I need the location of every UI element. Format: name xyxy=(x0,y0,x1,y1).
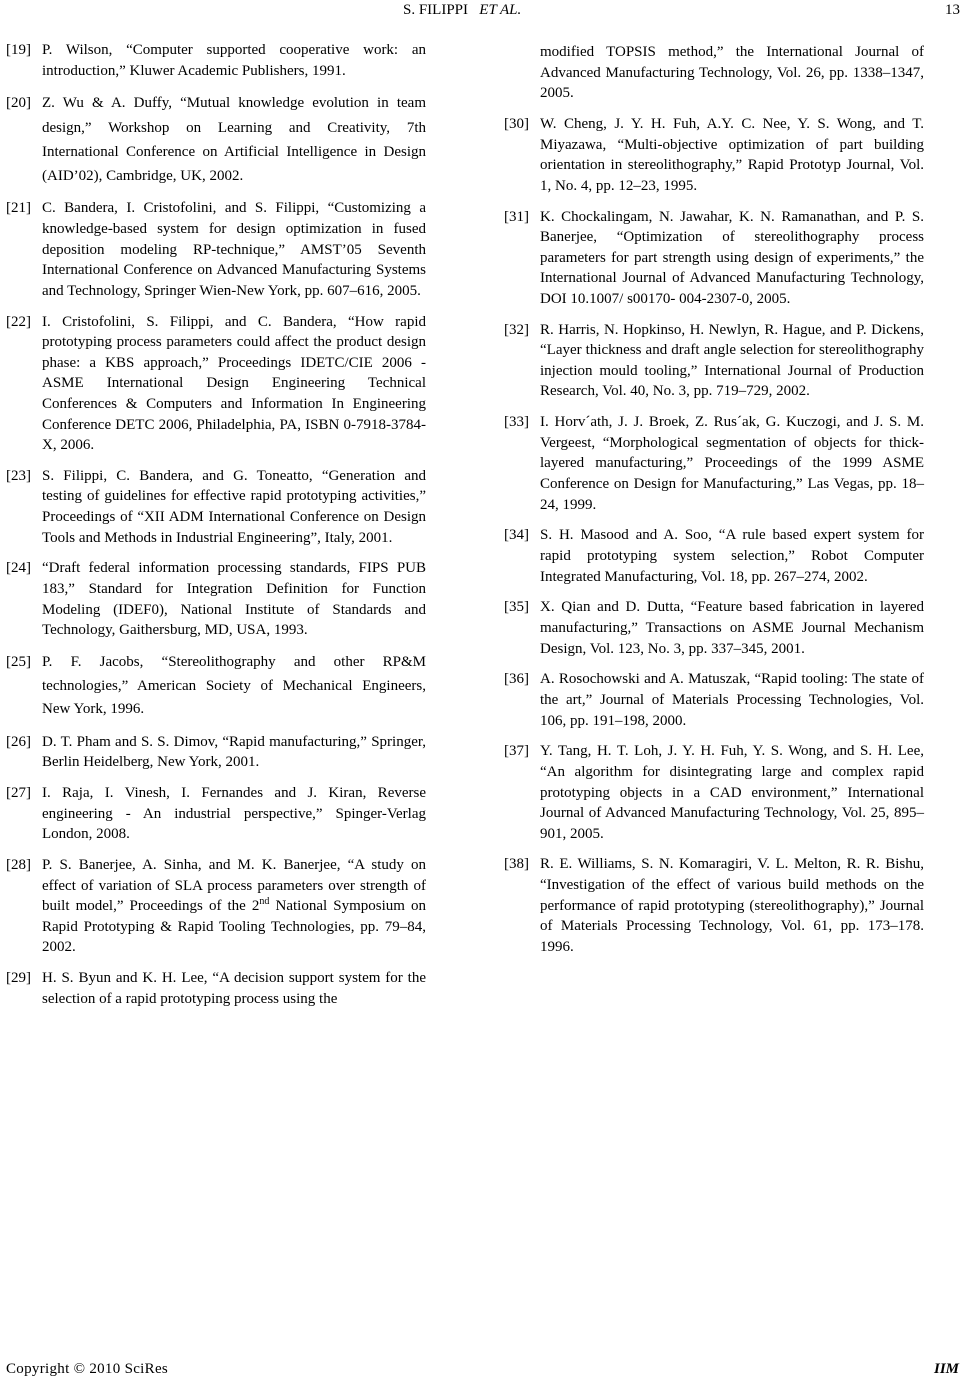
reference-entry xyxy=(504,114,924,196)
reference-text: H. S. Byun and K. H. Lee, “A decision support system for the selection of a rapid prototyping process using the xyxy=(42,970,426,1007)
reference-number: [34] xyxy=(504,527,529,544)
reference-text: D. T. Pham and S. S. Dimov, “Rapid manufacturing,” Springer, Berlin Heidelberg, New York, 2001. xyxy=(42,733,426,771)
reference-entry xyxy=(6,968,426,1009)
reference-entry xyxy=(504,42,924,104)
reference-entry xyxy=(6,855,426,958)
reference-number: [26] xyxy=(6,733,31,750)
reference-entry xyxy=(6,651,426,722)
reference-number: [19] xyxy=(6,42,31,58)
reference-text: Z. Wu & A. Duffy, “Mutual knowledge evolution in team design,” Workshop on Learning and Creativity, 7th International Conference on Artificial Intelligence in Design (AID’02), Cambridge, UK, 2002. xyxy=(42,95,426,184)
reference-entry xyxy=(6,40,426,81)
reference-number: [27] xyxy=(6,785,31,802)
reference-entry xyxy=(504,597,924,659)
copyright-notice: Copyright © 2010 SciRes xyxy=(6,1361,169,1377)
reference-number: [20] xyxy=(6,95,31,112)
reference-number: [29] xyxy=(6,970,31,987)
reference-entry xyxy=(504,207,924,310)
reference-number: [22] xyxy=(6,313,31,330)
reference-column-left xyxy=(6,40,426,1020)
reference-text: Y. Tang, H. T. Loh, J. Y. H. Fuh, Y. S. Wong, and S. H. Lee, “An algorithm for disintegrating large and complex rapid prototyping objects in a CAD environment,” International Journal of Advanced Manufacturing Technology, Vol. 25, 895–901, 2005. xyxy=(540,743,924,842)
reference-entry xyxy=(6,312,426,456)
reference-column-right xyxy=(504,42,924,968)
running-etal: ET AL. xyxy=(479,2,522,18)
reference-entry xyxy=(6,732,426,773)
reference-number: [30] xyxy=(504,115,529,132)
reference-entry xyxy=(504,412,924,515)
reference-number: [25] xyxy=(6,654,31,670)
reference-entry xyxy=(504,741,924,844)
reference-text: A. Rosochowski and A. Matuszak, “Rapid tooling: The state of the art,” Journal of Materials Processing Technologies, Vol. 106, pp. 191–198, 2000. xyxy=(540,671,924,729)
reference-text: R. Harris, N. Hopkinso, H. Newlyn, R. Hague, and P. Dickens, “Layer thickness and draft angle selection for stereolithography injection mould tooling,” International Journal of Production Research, Vol. 40, No. 3, pp. 719–729, 2002. xyxy=(540,321,924,400)
page-footer xyxy=(0,1361,967,1383)
reference-number: [28] xyxy=(6,857,31,874)
reference-entry xyxy=(6,198,426,301)
reference-text: S. Filippi, C. Bandera, and G. Toneatto, “Generation and testing of guidelines for effective rapid prototyping activities,” Proceedings of “XII ADM International Conference on Design Tools and Methods in Industrial Engineering”, Italy, 2001. xyxy=(42,467,426,546)
reference-entry xyxy=(6,91,426,188)
reference-number: [35] xyxy=(504,599,529,616)
reference-number: [38] xyxy=(504,856,529,873)
reference-number: [36] xyxy=(504,671,529,688)
reference-number: [24] xyxy=(6,560,31,577)
reference-text: I. Horv´ath, J. J. Broek, Z. Rus´ak, G. Kuczogi, and J. S. M. Vergeest, “Morphological segmentation of objects for thick-layered manufacturing,” Proceedings of the 1999 ASME Conference on Design for Manufacturing,” Las Vegas, pp. 18–24, 1999. xyxy=(540,414,924,513)
reference-number: [37] xyxy=(504,743,529,760)
reference-entry xyxy=(504,320,924,402)
reference-entry xyxy=(504,525,924,587)
reference-text: I. Cristofolini, S. Filippi, and C. Bandera, “How rapid prototyping process parameters could affect the product design phase: a KBS approach,” Proceedings IDETC/CIE 2006 - ASME International Design Engineering Technical Conferences & Computers and Information In Engineering Conference DETC 2006, Philadelphia, PA, ISBN 0-7918-3784-X, 2006. xyxy=(42,313,426,454)
ordinal-superscript: nd xyxy=(259,896,270,908)
reference-text: I. Raja, I. Vinesh, I. Fernandes and J. Kiran, Reverse engineering - An industrial perspective,” Spinger-Verlag London, 2008. xyxy=(42,785,426,843)
reference-text: W. Cheng, J. Y. H. Fuh, A.Y. C. Nee, Y. S. Wong, and T. Miyazawa, “Multi-objective optimization of part building orientation in stereolithography,” Rapid Prototyp Journal, Vol. 1, No. 4, pp. 12–23, 1995. xyxy=(540,115,924,194)
reference-text: P. Wilson, “Computer supported cooperative work: an introduction,” Kluwer Academic Publishers, 1991. xyxy=(42,42,426,79)
reference-number: [33] xyxy=(504,414,529,431)
reference-text xyxy=(42,855,426,958)
reference-text: “Draft federal information processing standards, FIPS PUB 183,” Standard for Integration Definition for Function Modeling (IDEF0), National Institute of Standards and Technology, Gaithersburg, MD, USA, 1993. xyxy=(42,560,426,639)
reference-text: X. Qian and D. Dutta, “Feature based fabrication in layered manufacturing,” Transactions on ASME Journal Mechanism Design, Vol. 123, No. 3, pp. 337–345, 2001. xyxy=(540,599,924,657)
reference-text: P. F. Jacobs, “Stereolithography and other RP&M technologies,” American Society of Mechanical Engineers, New York, 1996. xyxy=(42,654,426,717)
reference-text-part: P. S. Banerjee, A. Sinha, and M. K. Banerjee, “A study on effect of variation of SLA process parameters over strength of built model,” Proceedings of the 2 xyxy=(42,857,426,915)
reference-number: [23] xyxy=(6,467,31,484)
running-author: S. FILIPPI xyxy=(403,2,469,18)
reference-entry xyxy=(504,669,924,731)
reference-entry xyxy=(6,466,426,548)
reference-entry xyxy=(6,558,426,640)
journal-abbreviation: IIM xyxy=(933,1361,959,1377)
reference-number xyxy=(504,42,540,104)
reference-text: S. H. Masood and A. Soo, “A rule based expert system for rapid prototyping system selection,” Robot Computer Integrated Manufacturing, Vol. 18, pp. 267–274, 2002. xyxy=(540,527,924,585)
reference-number: [32] xyxy=(504,321,529,338)
reference-text: modified TOPSIS method,” the International Journal of Advanced Manufacturing Technology, Vol. 26, pp. 1338–1347, 2005. xyxy=(540,44,924,102)
reference-text: R. E. Williams, S. N. Komaragiri, V. L. Melton, R. R. Bishu, “Investigation of the effect of various build methods on the performance of rapid prototyping (stereolithography),” Journal of Materials Processing Technology, Vol. 61, pp. 173–178. 1996. xyxy=(540,856,924,955)
reference-text-part: National Symposium on Rapid Prototyping & Rapid Tooling Technologies, pp. 79–84, 2002. xyxy=(42,898,426,956)
reference-number: [21] xyxy=(6,200,31,217)
page-header xyxy=(0,2,967,26)
reference-text: K. Chockalingam, N. Jawahar, K. N. Ramanathan, and P. S. Banerjee, “Optimization of stereolithography process parameters for part strength using design of experiments,” the International Journal of Advanced Manufacturing Technology, DOI 10.1007/ s00170- 004-2307-0, 2005. xyxy=(540,208,924,307)
reference-number: [31] xyxy=(504,208,529,225)
reference-entry xyxy=(504,854,924,957)
reference-entry xyxy=(6,783,426,845)
running-head xyxy=(403,2,521,19)
page-number: 13 xyxy=(945,2,960,18)
reference-text: C. Bandera, I. Cristofolini, and S. Filippi, “Customizing a knowledge-based system for design optimization in fused deposition modeling RP-technique,” AMST’05 Seventh International Conference on Advanced Manufacturing Systems and Technology, Springer Wien-New York, pp. 607–616, 2005. xyxy=(42,200,426,299)
